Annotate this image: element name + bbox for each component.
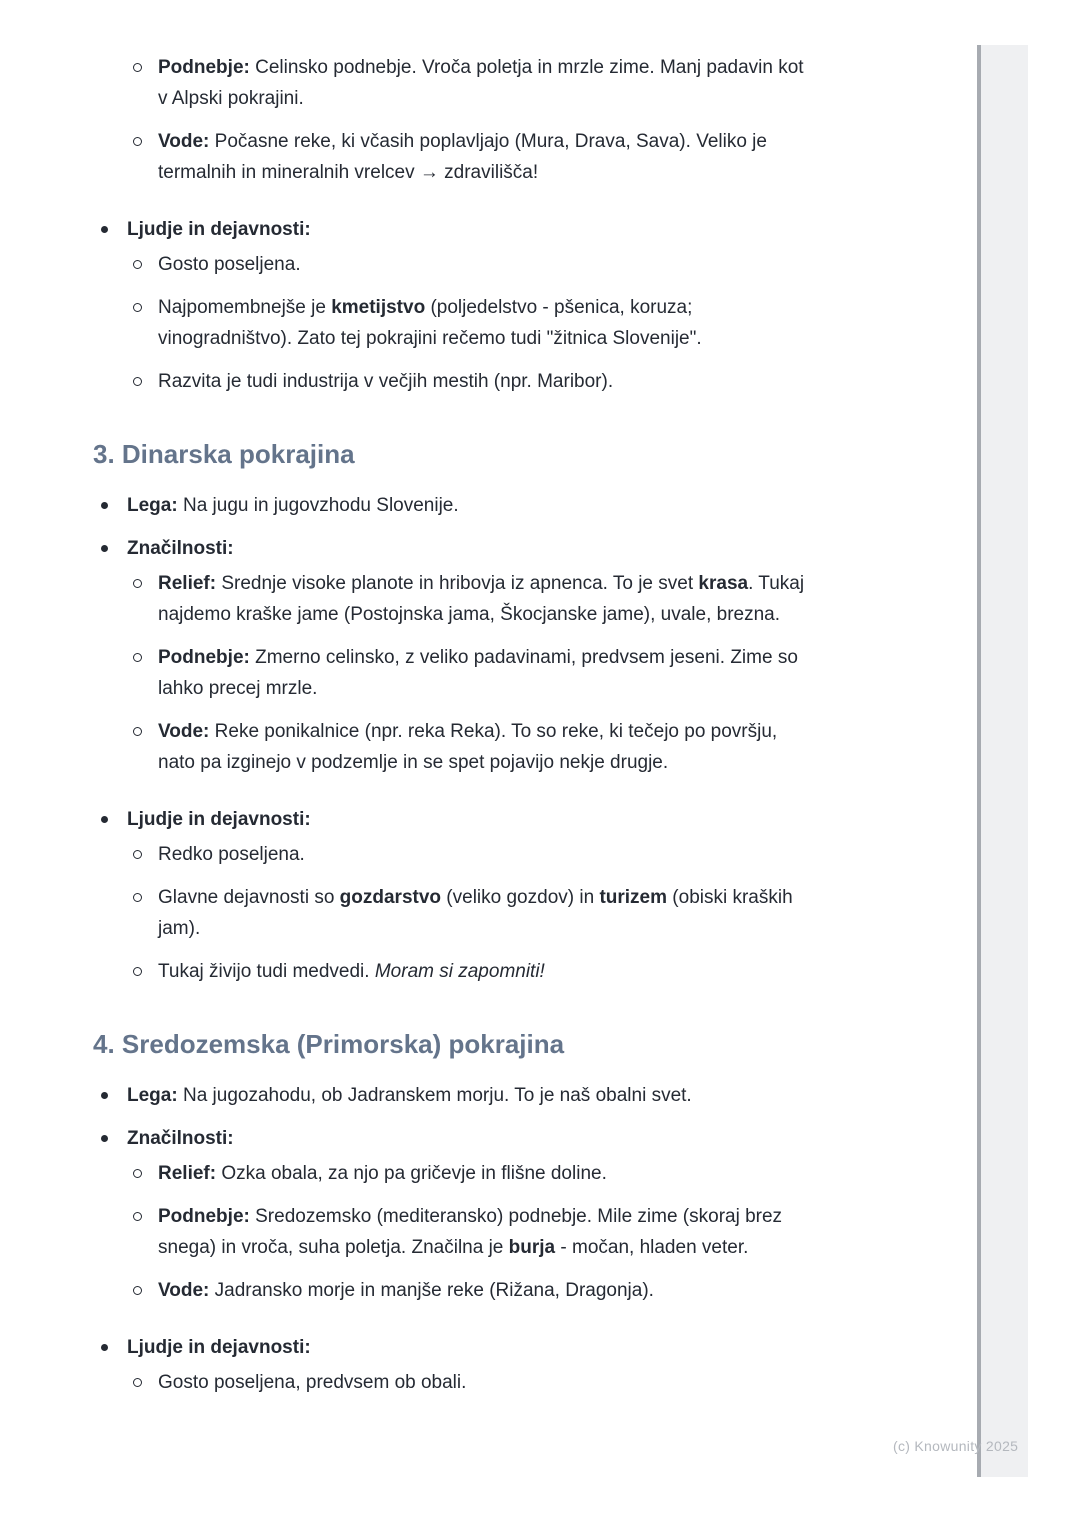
circle-bullet-icon (133, 967, 142, 976)
copyright-watermark: (c) Knowunity 2025 (893, 1438, 1019, 1454)
list-item (0, 1158, 1080, 1189)
text-segment: Zmerno celinsko, z veliko padavinami, predvsem jeseni. Zime so lahko precej mrzle. (158, 647, 798, 699)
circle-bullet-icon (133, 137, 142, 146)
next-page-edge (977, 45, 1028, 1477)
text-segment: Počasne reke, ki včasih poplavljajo (Mura, Drava, Sava). Veliko je termalnih in mineralnih vrelcev → zdravilišča! (158, 131, 767, 183)
list-item (0, 956, 1080, 987)
list-item (0, 568, 1080, 630)
list-item-text (158, 568, 818, 630)
circle-bullet-icon (133, 579, 142, 588)
list-item-text (158, 839, 818, 870)
text-segment: Gosto poseljena, predvsem ob obali. (158, 1372, 467, 1393)
text-segment: kmetijstvo (331, 297, 426, 318)
text-segment: Ljudje in dejavnosti: (127, 219, 311, 240)
text-segment: Podnebje: (158, 1206, 250, 1227)
disc-bullet-icon (101, 1092, 108, 1099)
list-item-text (158, 292, 818, 354)
circle-bullet-icon (133, 850, 142, 859)
text-segment: Podnebje: (158, 647, 250, 668)
list-item (0, 52, 1080, 114)
circle-bullet-icon (133, 303, 142, 312)
text-segment: - močan, hladen veter. (555, 1237, 749, 1258)
text-segment: Lega: (127, 495, 178, 516)
list-item-text (127, 1332, 827, 1363)
text-segment: turizem (599, 887, 668, 908)
list-item (0, 1367, 1080, 1398)
circle-bullet-icon (133, 260, 142, 269)
text-segment: (veliko gozdov) in (441, 887, 600, 908)
list-item-text (127, 490, 827, 521)
list-item-text (158, 249, 818, 280)
list-item (0, 1080, 1080, 1111)
text-segment: Celinsko podnebje. Vroča poletja in mrzle zime. Manj padavin kot v Alpski pokrajini. (158, 57, 804, 109)
list-item-text (127, 1080, 827, 1111)
section-heading: 4. Sredozemska (Primorska) pokrajina (93, 1029, 565, 1059)
text-segment: (poljedelstvo - pšenica, koruza; vinogradništvo). Zato tej pokrajini rečemo tudi "žitnica Slovenije". (158, 297, 702, 349)
text-segment: Na jugozahodu, ob Jadranskem morju. To je naš obalni svet. (177, 1085, 692, 1106)
text-segment: Vode: (158, 721, 210, 742)
list-item (0, 716, 1080, 778)
list-item (0, 533, 1080, 564)
text-segment: (obiski kraških jam). (158, 887, 793, 939)
text-segment: Redko poseljena. (158, 844, 305, 865)
list-item (0, 490, 1080, 521)
text-segment: Ljudje in dejavnosti: (127, 1337, 311, 1358)
text-segment: Glavne dejavnosti so (158, 887, 340, 908)
disc-bullet-icon (101, 1135, 108, 1142)
text-segment: burja (508, 1237, 556, 1258)
text-segment: Značilnosti: (127, 1128, 234, 1149)
text-segment: Reke ponikalnice (npr. reka Reka). To so reke, ki tečejo po površju, nato pa izginejo v podzemlje in se spet pojavijo nekje drugje. (158, 721, 778, 773)
list-item-text (158, 1158, 818, 1189)
text-segment: Relief: (158, 1163, 217, 1184)
disc-bullet-icon (101, 502, 108, 509)
list-item-text (127, 1123, 827, 1154)
list-item (0, 1123, 1080, 1154)
text-segment: Podnebje: (158, 57, 250, 78)
list-item (0, 839, 1080, 870)
list-item (0, 1275, 1080, 1306)
text-segment: Značilnosti: (127, 538, 234, 559)
list-item-text (127, 804, 827, 835)
list-item (0, 249, 1080, 280)
list-item-text (127, 533, 827, 564)
disc-bullet-icon (101, 226, 108, 233)
list-item (0, 1332, 1080, 1363)
text-segment: Jadransko morje in manjše reke (Rižana, Dragonja). (209, 1280, 654, 1301)
text-segment: Najpomembnejše je (158, 297, 332, 318)
list-item-text (158, 882, 818, 944)
text-segment: Ljudje in dejavnosti: (127, 809, 311, 830)
disc-bullet-icon (101, 816, 108, 823)
list-item-text (158, 126, 818, 188)
circle-bullet-icon (133, 1212, 142, 1221)
list-item (0, 366, 1080, 397)
text-segment: Sredozemsko (mediteransko) podnebje. Mile zime (skoraj brez snega) in vroča, suha poletja. Značilna je (158, 1206, 783, 1258)
text-segment: Lega: (127, 1085, 178, 1106)
list-item-text (158, 1367, 818, 1398)
disc-bullet-icon (101, 545, 108, 552)
text-segment: gozdarstvo (339, 887, 442, 908)
list-item-text (158, 52, 818, 114)
circle-bullet-icon (133, 893, 142, 902)
list-item-text (158, 366, 818, 397)
text-segment: Ozka obala, za njo pa gričevje in flišne doline. (216, 1163, 607, 1184)
text-segment: Gosto poseljena. (158, 254, 301, 275)
list-item (0, 126, 1080, 188)
list-item (0, 882, 1080, 944)
circle-bullet-icon (133, 377, 142, 386)
list-item-text (158, 1201, 818, 1263)
text-segment: . Tukaj najdemo kraške jame (Postojnska jama, Škocjanske jame), uvale, brezna. (158, 573, 805, 625)
list-item-text (127, 214, 827, 245)
text-segment: Moram si zapomniti! (374, 961, 545, 982)
list-item-text (158, 956, 818, 987)
circle-bullet-icon (133, 1169, 142, 1178)
list-item-text (158, 1275, 818, 1306)
list-item-text (158, 642, 818, 704)
circle-bullet-icon (133, 1286, 142, 1295)
text-segment: Vode: (158, 1280, 210, 1301)
list-item (0, 292, 1080, 354)
circle-bullet-icon (133, 727, 142, 736)
text-segment: Na jugu in jugovzhodu Slovenije. (177, 495, 459, 516)
list-item (0, 1201, 1080, 1263)
text-segment: Tukaj živijo tudi medvedi. (158, 961, 375, 982)
text-segment: Vode: (158, 131, 210, 152)
text-segment: Relief: (158, 573, 217, 594)
circle-bullet-icon (133, 653, 142, 662)
text-segment: krasa (698, 573, 749, 594)
text-segment: Razvita je tudi industrija v večjih mestih (npr. Maribor). (158, 371, 614, 392)
circle-bullet-icon (133, 1378, 142, 1387)
list-item (0, 804, 1080, 835)
section-heading: 3. Dinarska pokrajina (93, 439, 355, 469)
list-item-text (158, 716, 818, 778)
circle-bullet-icon (133, 63, 142, 72)
list-item (0, 214, 1080, 245)
list-item (0, 642, 1080, 704)
text-segment: Srednje visoke planote in hribovja iz apnenca. To je svet (216, 573, 699, 594)
disc-bullet-icon (101, 1344, 108, 1351)
